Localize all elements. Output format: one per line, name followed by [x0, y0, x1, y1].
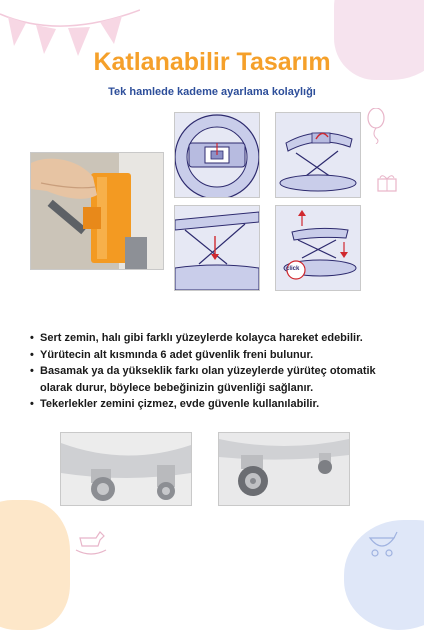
rocking-horse-icon — [74, 528, 108, 556]
feature-list — [30, 330, 400, 413]
folding-diagram-step-1 — [174, 112, 260, 198]
folding-diagram-step-3 — [174, 205, 260, 291]
folding-diagram-step-2 — [275, 112, 361, 198]
click-label: click — [286, 266, 300, 272]
feature-item: • Yürütecin alt kısmında 6 adet güvenlik freni bulunur. — [30, 347, 400, 364]
wheel-photo-left — [60, 432, 192, 506]
folding-lever-photo — [30, 152, 164, 270]
folding-diagram-step-4 — [275, 205, 361, 291]
baby-carriage-icon — [366, 528, 398, 558]
balloon-icon — [366, 108, 386, 144]
wheel-photo-right — [218, 432, 350, 506]
feature-item: • Basamak ya da yükseklik farkı olan yüzeylerde yürüteç otomatik olarak durur, böylece bebeğinizin güvenliği sağlanır. — [30, 363, 400, 396]
feature-item: • Tekerlekler zemini çizmez, evde güvenle kullanılabilir. — [30, 396, 400, 413]
corner-blob-bottom-left — [0, 500, 70, 630]
feature-item: • Sert zemin, halı gibi farklı yüzeylerde kolayca hareket edebilir. — [30, 330, 400, 347]
page-title: Katlanabilir Tasarım — [93, 48, 331, 76]
page-subtitle: Tek hamlede kademe ayarlama kolaylığı — [108, 86, 316, 98]
gift-icon — [376, 172, 398, 192]
